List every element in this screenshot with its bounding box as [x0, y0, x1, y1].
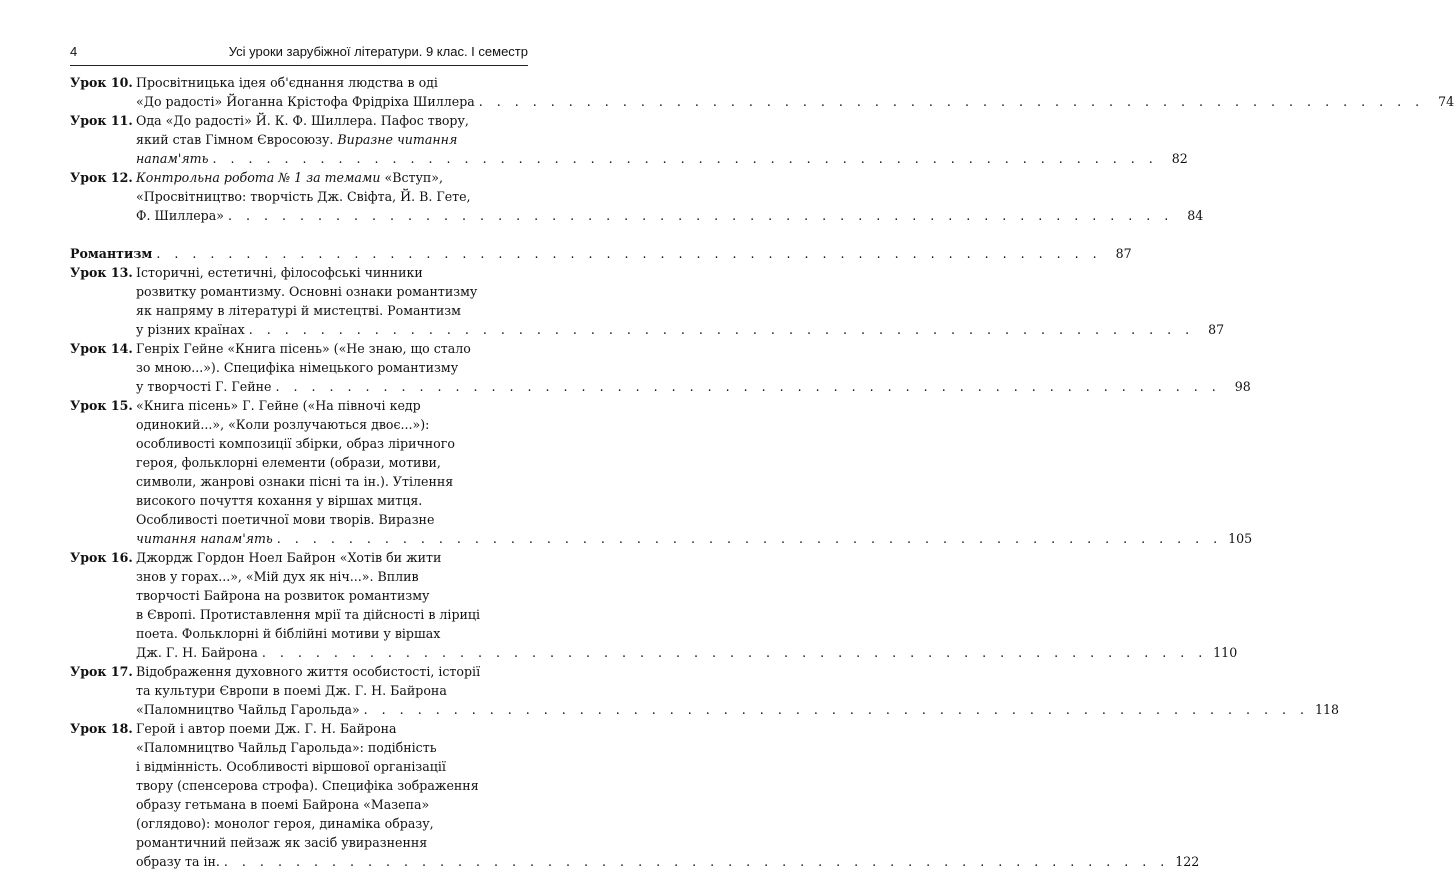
header-rule [70, 65, 528, 66]
page-header [70, 44, 528, 66]
page-ref: 110 [1213, 645, 1238, 660]
lesson-text [136, 396, 1252, 548]
text-line: в Європі. Протиставлення мрії та дійсності в ліриці [136, 607, 481, 622]
page-ref: 118 [1314, 702, 1340, 717]
text-line: «До радості» Йоганна Крістофа Фрідріха Шиллера [136, 94, 475, 109]
text-line-italic: читання напам'ять [136, 531, 273, 546]
text-line: у творчості Г. Гейне [136, 379, 272, 394]
dot-leader: . . . . . . . . . . . . . . . . . . . . . . . . . . . . . . . . . . . . . . . . . . . . . . . . . . . . . [363, 702, 1310, 717]
text-line: Дж. Г. Н. Байрона [136, 645, 258, 660]
text-line: який став Гімном Євросоюзу. [136, 132, 338, 147]
lesson-text [136, 168, 1203, 225]
text-line: Ода «До радості» Й. К. Ф. Шиллера. Пафос твору, [136, 113, 469, 128]
toc-entry [70, 719, 1200, 871]
text-line: у різних країнах [136, 322, 245, 337]
lesson-text [136, 548, 1237, 662]
page-ref: 82 [1171, 151, 1188, 166]
table-of-contents [70, 73, 1454, 871]
text-line: поета. Фольклорні й біблійні мотиви у віршах [136, 626, 441, 641]
toc-entry [70, 111, 1188, 168]
page-ref: 74 [1438, 94, 1454, 109]
text-line: високого почуття кохання у віршах митця. [136, 493, 423, 508]
page-ref: 122 [1175, 854, 1200, 869]
lesson-label: Урок 13. [70, 265, 133, 280]
lesson-label: Урок 14. [70, 341, 133, 356]
page-number: 4 [70, 44, 78, 59]
text-line-italic: Виразне читання [337, 132, 458, 147]
lesson-label: Урок 18. [70, 721, 133, 736]
lesson-label: Урок 17. [70, 664, 133, 679]
text-line: Генріх Гейне «Книга пісень» («Не знаю, що стало [136, 341, 471, 356]
lesson-text [136, 263, 1224, 339]
toc-entry [70, 662, 1340, 719]
lesson-label: Урок 11. [70, 113, 133, 128]
toc-entry [70, 339, 1251, 396]
lesson-label: Урок 16. [70, 550, 133, 565]
dot-leader: . . . . . . . . . . . . . . . . . . . . . . . . . . . . . . . . . . . . . . . . . . . . . . . . . . . . . [275, 379, 1221, 394]
lesson-text [136, 339, 1251, 396]
text-line: романтичний пейзаж як засіб увиразнення [136, 835, 428, 850]
toc-entry [70, 168, 1204, 225]
text-line: Відображення духовного життя особистості, історії [136, 664, 481, 679]
text-line: «Паломництво Чайльд Гарольда»: подібність [136, 740, 437, 755]
text-line: Історичні, естетичні, філософські чинники [136, 265, 423, 280]
section-title: Романтизм [70, 246, 153, 261]
dot-leader: . . . . . . . . . . . . . . . . . . . . . . . . . . . . . . . . . . . . . . . . . . . . . . . . . . . . . [212, 151, 1158, 166]
text-line: твору (спенсерова строфа). Специфіка зображення [136, 778, 479, 793]
lesson-text [136, 719, 1199, 871]
page-ref: 87 [1115, 246, 1132, 261]
text-line-italic: Контрольна робота № 1 за темами [136, 170, 381, 185]
text-line: Джордж Гордон Ноел Байрон «Хотів би жити [136, 550, 442, 565]
lesson-label: Урок 10. [70, 75, 133, 90]
text-line: Ф. Шиллера» [136, 208, 224, 223]
dot-leader: . . . . . . . . . . . . . . . . . . . . . . . . . . . . . . . . . . . . . . . . . . . . . . . . . . . . . [227, 208, 1174, 223]
text-line-italic: напам'ять [136, 151, 209, 166]
text-line: образу та ін. [136, 854, 220, 869]
text-line: (оглядово): монолог героя, динаміка образу, [136, 816, 434, 831]
text-line: одинокий...», «Коли розлучаються двоє...»): [136, 417, 430, 432]
text-line: зо мною...»). Специфіка німецького романтизму [136, 360, 459, 375]
toc-section [70, 244, 1132, 263]
toc-entry [70, 73, 1454, 111]
toc-entry [70, 396, 1253, 548]
text-line: героя, фольклорні елементи (образи, мотиви, [136, 455, 441, 470]
text-line: розвитку романтизму. Основні ознаки романтизму [136, 284, 478, 299]
lesson-text [136, 111, 1188, 168]
text-line: символи, жанрові ознаки пісні та ін.). Утілення [136, 474, 454, 489]
text-line: «Паломництво Чайльд Гарольда» [136, 702, 360, 717]
text-line: «Просвітництво: творчість Дж. Свіфта, Й. В. Гете, [136, 189, 471, 204]
dot-leader: . . . . . . . . . . . . . . . . . . . . . . . . . . . . . . . . . . . . . . . . . . . . . . . . . . . . . [223, 854, 1170, 869]
page-ref: 84 [1187, 208, 1204, 223]
page-ref: 98 [1234, 379, 1251, 394]
page-ref: 87 [1208, 322, 1225, 337]
lesson-label: Урок 15. [70, 398, 133, 413]
text-line: Просвітницька ідея об'єднання людства в оді [136, 75, 438, 90]
lesson-label: Урок 12. [70, 170, 133, 185]
page-ref: 105 [1228, 531, 1253, 546]
text-line: Особливості поетичної мови творів. Виразне [136, 512, 435, 527]
dot-leader: . . . . . . . . . . . . . . . . . . . . . . . . . . . . . . . . . . . . . . . . . . . . . . . . . . . . . [248, 322, 1195, 337]
lesson-text [136, 73, 1454, 111]
text-line: знов у горах...», «Мій дух як ніч...». Вплив [136, 569, 419, 584]
lesson-text [136, 662, 1339, 719]
text-line: «Книга пісень» Г. Гейне («На півночі кедр [136, 398, 421, 413]
text-line: та культури Європи в поемі Дж. Г. Н. Байрона [136, 683, 447, 698]
running-title: Усі уроки зарубіжної літератури. 9 клас. I семестр [228, 44, 528, 59]
toc-entry [70, 548, 1238, 662]
text-line: образу гетьмана в поемі Байрона «Мазепа» [136, 797, 430, 812]
text-line: «Вступ», [380, 170, 443, 185]
dot-leader: . . . . . . . . . . . . . . . . . . . . . . . . . . . . . . . . . . . . . . . . . . . . . . . . . . . . . [276, 531, 1223, 546]
dot-leader: . . . . . . . . . . . . . . . . . . . . . . . . . . . . . . . . . . . . . . . . . . . . . . . . . . . . . [156, 246, 1102, 261]
text-line: як напряму в літературі й мистецтві. Романтизм [136, 303, 461, 318]
text-line: особливості композиції збірки, образ ліричного [136, 436, 455, 451]
dot-leader: . . . . . . . . . . . . . . . . . . . . . . . . . . . . . . . . . . . . . . . . . . . . . . . . . . . . . [261, 645, 1208, 660]
text-line: і відмінність. Особливості віршової організації [136, 759, 446, 774]
dot-leader: . . . . . . . . . . . . . . . . . . . . . . . . . . . . . . . . . . . . . . . . . . . . . . . . . . . . . [478, 94, 1425, 109]
text-line: Герой і автор поеми Дж. Г. Н. Байрона [136, 721, 397, 736]
text-line: творчості Байрона на розвиток романтизму [136, 588, 430, 603]
toc-entry [70, 263, 1225, 339]
